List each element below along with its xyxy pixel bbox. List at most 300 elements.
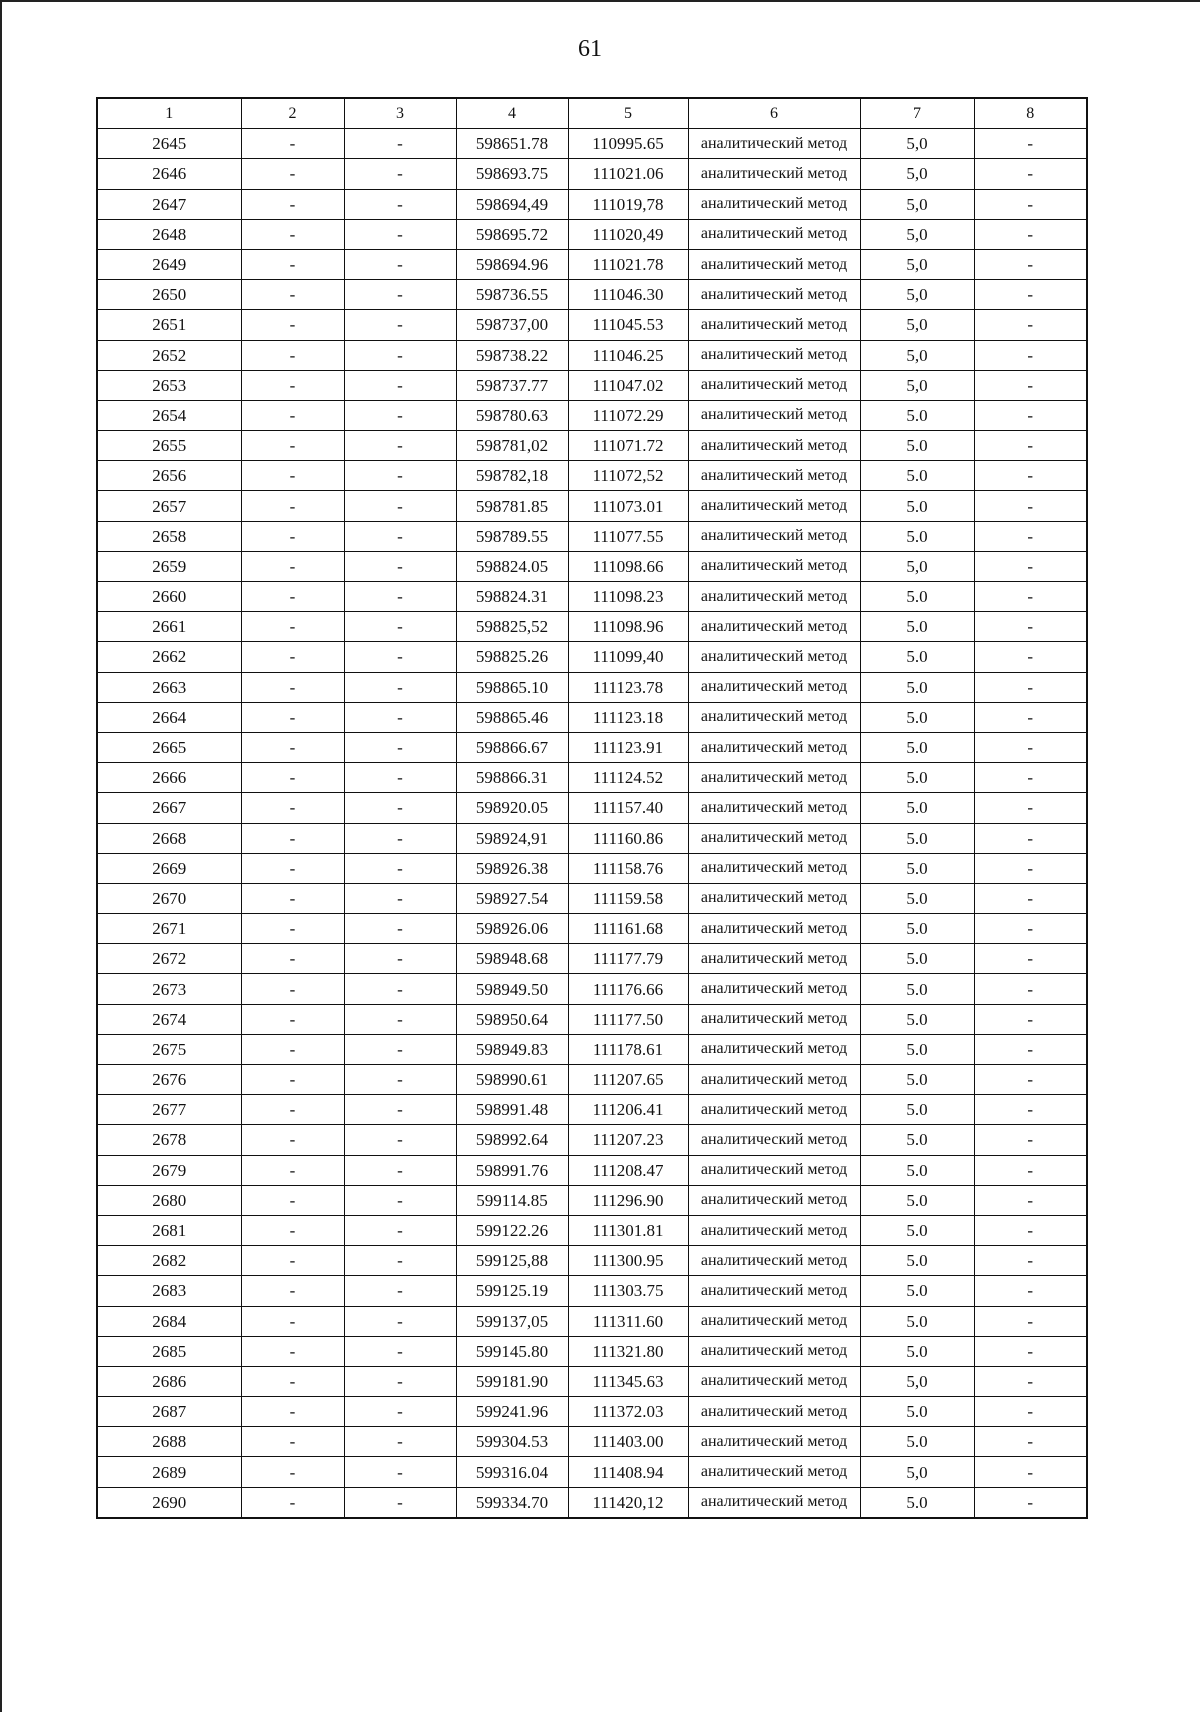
accuracy-cell: 5.0: [860, 1125, 974, 1155]
y-coordinate-cell: 111021.06: [568, 159, 688, 189]
method-cell: аналитический метод: [688, 883, 860, 913]
x-coordinate-cell: 599125.19: [456, 1276, 568, 1306]
table-row: [97, 612, 1087, 642]
col3-value-cell: -: [344, 582, 456, 612]
col8-value-cell: -: [974, 1065, 1087, 1095]
col8-value-cell: -: [974, 1155, 1087, 1185]
point-number-cell: 2673: [97, 974, 241, 1004]
accuracy-cell: 5,0: [860, 280, 974, 310]
y-coordinate-cell: 111300.95: [568, 1246, 688, 1276]
y-coordinate-cell: 111099,40: [568, 642, 688, 672]
table-row: [97, 249, 1087, 279]
method-cell: аналитический метод: [688, 642, 860, 672]
point-number-cell: 2661: [97, 612, 241, 642]
accuracy-cell: 5.0: [860, 1397, 974, 1427]
col3-value-cell: -: [344, 1427, 456, 1457]
accuracy-cell: 5.0: [860, 793, 974, 823]
x-coordinate-cell: 598694.96: [456, 249, 568, 279]
table-row: [97, 521, 1087, 551]
x-coordinate-cell: 598825,52: [456, 612, 568, 642]
col2-value-cell: -: [241, 1366, 344, 1396]
accuracy-cell: 5.0: [860, 1246, 974, 1276]
col8-value-cell: -: [974, 461, 1087, 491]
col3-value-cell: -: [344, 1366, 456, 1396]
method-cell: аналитический метод: [688, 551, 860, 581]
table-row: [97, 1427, 1087, 1457]
col2-value-cell: -: [241, 1155, 344, 1185]
col3-value-cell: -: [344, 914, 456, 944]
accuracy-cell: 5,0: [860, 310, 974, 340]
col8-value-cell: -: [974, 1004, 1087, 1034]
x-coordinate-cell: 598991.76: [456, 1155, 568, 1185]
col3-value-cell: -: [344, 642, 456, 672]
y-coordinate-cell: 111077.55: [568, 521, 688, 551]
accuracy-cell: 5.0: [860, 1427, 974, 1457]
accuracy-cell: 5,0: [860, 249, 974, 279]
col3-value-cell: -: [344, 1095, 456, 1125]
page-edge-left: [0, 0, 2, 1712]
table-row: [97, 672, 1087, 702]
col2-value-cell: -: [241, 159, 344, 189]
x-coordinate-cell: 598737.77: [456, 370, 568, 400]
col3-value-cell: -: [344, 1306, 456, 1336]
col2-value-cell: -: [241, 763, 344, 793]
col2-value-cell: -: [241, 732, 344, 762]
accuracy-cell: 5,0: [860, 189, 974, 219]
point-number-cell: 2680: [97, 1185, 241, 1215]
accuracy-cell: 5.0: [860, 582, 974, 612]
method-cell: аналитический метод: [688, 159, 860, 189]
y-coordinate-cell: 111123.91: [568, 732, 688, 762]
accuracy-cell: 5.0: [860, 763, 974, 793]
col8-value-cell: -: [974, 642, 1087, 672]
y-coordinate-cell: 111296.90: [568, 1185, 688, 1215]
table-row: [97, 310, 1087, 340]
method-cell: аналитический метод: [688, 612, 860, 642]
table-row: [97, 1155, 1087, 1185]
point-number-cell: 2651: [97, 310, 241, 340]
point-number-cell: 2665: [97, 732, 241, 762]
accuracy-cell: 5.0: [860, 1155, 974, 1185]
y-coordinate-cell: 111071.72: [568, 431, 688, 461]
x-coordinate-cell: 598865.10: [456, 672, 568, 702]
column-header-7: 7: [860, 98, 974, 129]
col3-value-cell: -: [344, 1457, 456, 1487]
method-cell: аналитический метод: [688, 1487, 860, 1518]
table-row: [97, 1397, 1087, 1427]
col8-value-cell: -: [974, 1336, 1087, 1366]
table-row: [97, 1125, 1087, 1155]
col8-value-cell: -: [974, 823, 1087, 853]
accuracy-cell: 5,0: [860, 370, 974, 400]
y-coordinate-cell: 111161.68: [568, 914, 688, 944]
y-coordinate-cell: 111020,49: [568, 219, 688, 249]
point-number-cell: 2660: [97, 582, 241, 612]
col3-value-cell: -: [344, 1004, 456, 1034]
method-cell: аналитический метод: [688, 914, 860, 944]
y-coordinate-cell: 111019,78: [568, 189, 688, 219]
accuracy-cell: 5.0: [860, 400, 974, 430]
point-number-cell: 2653: [97, 370, 241, 400]
accuracy-cell: 5.0: [860, 1185, 974, 1215]
y-coordinate-cell: 111047.02: [568, 370, 688, 400]
col2-value-cell: -: [241, 1457, 344, 1487]
col2-value-cell: -: [241, 370, 344, 400]
table-row: [97, 280, 1087, 310]
y-coordinate-cell: 111408.94: [568, 1457, 688, 1487]
point-number-cell: 2686: [97, 1366, 241, 1396]
point-number-cell: 2652: [97, 340, 241, 370]
table-row: [97, 1004, 1087, 1034]
col2-value-cell: -: [241, 582, 344, 612]
point-number-cell: 2684: [97, 1306, 241, 1336]
x-coordinate-cell: 598926.06: [456, 914, 568, 944]
col8-value-cell: -: [974, 551, 1087, 581]
col2-value-cell: -: [241, 249, 344, 279]
method-cell: аналитический метод: [688, 1004, 860, 1034]
x-coordinate-cell: 598992.64: [456, 1125, 568, 1155]
col2-value-cell: -: [241, 280, 344, 310]
col2-value-cell: -: [241, 974, 344, 1004]
y-coordinate-cell: 111311.60: [568, 1306, 688, 1336]
x-coordinate-cell: 598825.26: [456, 642, 568, 672]
x-coordinate-cell: 599125,88: [456, 1246, 568, 1276]
table-row: [97, 944, 1087, 974]
col2-value-cell: -: [241, 642, 344, 672]
point-number-cell: 2647: [97, 189, 241, 219]
col8-value-cell: -: [974, 370, 1087, 400]
col8-value-cell: -: [974, 1306, 1087, 1336]
x-coordinate-cell: 599241.96: [456, 1397, 568, 1427]
col3-value-cell: -: [344, 944, 456, 974]
col8-value-cell: -: [974, 431, 1087, 461]
point-number-cell: 2679: [97, 1155, 241, 1185]
table-row: [97, 1246, 1087, 1276]
method-cell: аналитический метод: [688, 280, 860, 310]
col2-value-cell: -: [241, 1125, 344, 1155]
point-number-cell: 2676: [97, 1065, 241, 1095]
col2-value-cell: -: [241, 1095, 344, 1125]
accuracy-cell: 5,0: [860, 129, 974, 159]
accuracy-cell: 5,0: [860, 1366, 974, 1396]
method-cell: аналитический метод: [688, 763, 860, 793]
x-coordinate-cell: 598651.78: [456, 129, 568, 159]
col2-value-cell: -: [241, 1065, 344, 1095]
x-coordinate-cell: 598789.55: [456, 521, 568, 551]
col3-value-cell: -: [344, 672, 456, 702]
col3-value-cell: -: [344, 491, 456, 521]
table-row: [97, 914, 1087, 944]
col8-value-cell: -: [974, 1125, 1087, 1155]
col8-value-cell: -: [974, 219, 1087, 249]
col2-value-cell: -: [241, 1336, 344, 1366]
table-row: [97, 1215, 1087, 1245]
accuracy-cell: 5.0: [860, 642, 974, 672]
col3-value-cell: -: [344, 793, 456, 823]
method-cell: аналитический метод: [688, 1427, 860, 1457]
table-body: [97, 129, 1087, 1518]
method-cell: аналитический метод: [688, 219, 860, 249]
x-coordinate-cell: 599114.85: [456, 1185, 568, 1215]
accuracy-cell: 5.0: [860, 521, 974, 551]
method-cell: аналитический метод: [688, 732, 860, 762]
x-coordinate-cell: 598738.22: [456, 340, 568, 370]
col8-value-cell: -: [974, 280, 1087, 310]
accuracy-cell: 5.0: [860, 461, 974, 491]
col2-value-cell: -: [241, 1487, 344, 1518]
accuracy-cell: 5.0: [860, 944, 974, 974]
col3-value-cell: -: [344, 1276, 456, 1306]
point-number-cell: 2668: [97, 823, 241, 853]
point-number-cell: 2666: [97, 763, 241, 793]
x-coordinate-cell: 598736.55: [456, 280, 568, 310]
method-cell: аналитический метод: [688, 1336, 860, 1366]
method-cell: аналитический метод: [688, 672, 860, 702]
y-coordinate-cell: 111403.00: [568, 1427, 688, 1457]
x-coordinate-cell: 598949.83: [456, 1034, 568, 1064]
table-row: [97, 1457, 1087, 1487]
col2-value-cell: -: [241, 1246, 344, 1276]
coordinates-table: [96, 97, 1088, 1519]
col8-value-cell: -: [974, 914, 1087, 944]
x-coordinate-cell: 599181.90: [456, 1366, 568, 1396]
accuracy-cell: 5.0: [860, 1336, 974, 1366]
method-cell: аналитический метод: [688, 129, 860, 159]
accuracy-cell: 5.0: [860, 883, 974, 913]
col3-value-cell: -: [344, 400, 456, 430]
method-cell: аналитический метод: [688, 1457, 860, 1487]
col8-value-cell: -: [974, 672, 1087, 702]
table-row: [97, 1034, 1087, 1064]
col3-value-cell: -: [344, 1155, 456, 1185]
method-cell: аналитический метод: [688, 944, 860, 974]
x-coordinate-cell: 599137,05: [456, 1306, 568, 1336]
col2-value-cell: -: [241, 823, 344, 853]
y-coordinate-cell: 111177.50: [568, 1004, 688, 1034]
col8-value-cell: -: [974, 1457, 1087, 1487]
col8-value-cell: -: [974, 159, 1087, 189]
x-coordinate-cell: 598927.54: [456, 883, 568, 913]
col2-value-cell: -: [241, 461, 344, 491]
point-number-cell: 2659: [97, 551, 241, 581]
table-row: [97, 551, 1087, 581]
accuracy-cell: 5.0: [860, 823, 974, 853]
col3-value-cell: -: [344, 1246, 456, 1276]
method-cell: аналитический метод: [688, 1276, 860, 1306]
col3-value-cell: -: [344, 129, 456, 159]
col2-value-cell: -: [241, 1276, 344, 1306]
point-number-cell: 2671: [97, 914, 241, 944]
x-coordinate-cell: 598781,02: [456, 431, 568, 461]
table-row: [97, 1336, 1087, 1366]
accuracy-cell: 5.0: [860, 702, 974, 732]
col8-value-cell: -: [974, 129, 1087, 159]
y-coordinate-cell: 111176.66: [568, 974, 688, 1004]
point-number-cell: 2683: [97, 1276, 241, 1306]
x-coordinate-cell: 599316.04: [456, 1457, 568, 1487]
column-header-3: 3: [344, 98, 456, 129]
point-number-cell: 2657: [97, 491, 241, 521]
col8-value-cell: -: [974, 974, 1087, 1004]
y-coordinate-cell: 111157.40: [568, 793, 688, 823]
col3-value-cell: -: [344, 1034, 456, 1064]
col8-value-cell: -: [974, 1185, 1087, 1215]
method-cell: аналитический метод: [688, 823, 860, 853]
x-coordinate-cell: 598824.31: [456, 582, 568, 612]
col8-value-cell: -: [974, 582, 1087, 612]
col8-value-cell: -: [974, 1246, 1087, 1276]
col3-value-cell: -: [344, 974, 456, 1004]
col8-value-cell: -: [974, 883, 1087, 913]
accuracy-cell: 5.0: [860, 1215, 974, 1245]
col2-value-cell: -: [241, 1185, 344, 1215]
col2-value-cell: -: [241, 702, 344, 732]
table-row: [97, 974, 1087, 1004]
col8-value-cell: -: [974, 1095, 1087, 1125]
col3-value-cell: -: [344, 189, 456, 219]
col2-value-cell: -: [241, 793, 344, 823]
method-cell: аналитический метод: [688, 793, 860, 823]
table-row: [97, 1487, 1087, 1518]
y-coordinate-cell: 111208.47: [568, 1155, 688, 1185]
method-cell: аналитический метод: [688, 340, 860, 370]
x-coordinate-cell: 599122.26: [456, 1215, 568, 1245]
col3-value-cell: -: [344, 1125, 456, 1155]
col8-value-cell: -: [974, 853, 1087, 883]
method-cell: аналитический метод: [688, 853, 860, 883]
x-coordinate-cell: 598920.05: [456, 793, 568, 823]
y-coordinate-cell: 111207.23: [568, 1125, 688, 1155]
col2-value-cell: -: [241, 400, 344, 430]
method-cell: аналитический метод: [688, 1155, 860, 1185]
table-row: [97, 853, 1087, 883]
col8-value-cell: -: [974, 1034, 1087, 1064]
y-coordinate-cell: 111098.23: [568, 582, 688, 612]
table-row: [97, 1065, 1087, 1095]
point-number-cell: 2649: [97, 249, 241, 279]
col3-value-cell: -: [344, 551, 456, 581]
x-coordinate-cell: 598782,18: [456, 461, 568, 491]
y-coordinate-cell: 111072,52: [568, 461, 688, 491]
accuracy-cell: 5,0: [860, 340, 974, 370]
accuracy-cell: 5.0: [860, 1487, 974, 1518]
accuracy-cell: 5.0: [860, 1004, 974, 1034]
y-coordinate-cell: 111045.53: [568, 310, 688, 340]
accuracy-cell: 5,0: [860, 1457, 974, 1487]
col2-value-cell: -: [241, 1215, 344, 1245]
accuracy-cell: 5.0: [860, 974, 974, 1004]
col2-value-cell: -: [241, 310, 344, 340]
point-number-cell: 2645: [97, 129, 241, 159]
col3-value-cell: -: [344, 1065, 456, 1095]
method-cell: аналитический метод: [688, 400, 860, 430]
accuracy-cell: 5.0: [860, 732, 974, 762]
method-cell: аналитический метод: [688, 370, 860, 400]
table-row: [97, 1276, 1087, 1306]
x-coordinate-cell: 598824.05: [456, 551, 568, 581]
point-number-cell: 2656: [97, 461, 241, 491]
accuracy-cell: 5,0: [860, 159, 974, 189]
col2-value-cell: -: [241, 853, 344, 883]
col3-value-cell: -: [344, 159, 456, 189]
x-coordinate-cell: 598866.31: [456, 763, 568, 793]
x-coordinate-cell: 598926.38: [456, 853, 568, 883]
col8-value-cell: -: [974, 612, 1087, 642]
y-coordinate-cell: 111046.30: [568, 280, 688, 310]
method-cell: аналитический метод: [688, 1306, 860, 1336]
y-coordinate-cell: 111073.01: [568, 491, 688, 521]
y-coordinate-cell: 111046.25: [568, 340, 688, 370]
col8-value-cell: -: [974, 249, 1087, 279]
x-coordinate-cell: 598990.61: [456, 1065, 568, 1095]
method-cell: аналитический метод: [688, 1185, 860, 1215]
col3-value-cell: -: [344, 1336, 456, 1366]
method-cell: аналитический метод: [688, 249, 860, 279]
point-number-cell: 2655: [97, 431, 241, 461]
col8-value-cell: -: [974, 340, 1087, 370]
point-number-cell: 2646: [97, 159, 241, 189]
y-coordinate-cell: 111021.78: [568, 249, 688, 279]
method-cell: аналитический метод: [688, 702, 860, 732]
col2-value-cell: -: [241, 1034, 344, 1064]
x-coordinate-cell: 598695.72: [456, 219, 568, 249]
table-row: [97, 400, 1087, 430]
accuracy-cell: 5,0: [860, 219, 974, 249]
col2-value-cell: -: [241, 914, 344, 944]
y-coordinate-cell: 111098.96: [568, 612, 688, 642]
x-coordinate-cell: 599304.53: [456, 1427, 568, 1457]
col3-value-cell: -: [344, 280, 456, 310]
y-coordinate-cell: 111207.65: [568, 1065, 688, 1095]
x-coordinate-cell: 598693.75: [456, 159, 568, 189]
point-number-cell: 2669: [97, 853, 241, 883]
x-coordinate-cell: 598950.64: [456, 1004, 568, 1034]
x-coordinate-cell: 598948.68: [456, 944, 568, 974]
y-coordinate-cell: 111178.61: [568, 1034, 688, 1064]
table-header-row: [97, 98, 1087, 129]
col2-value-cell: -: [241, 431, 344, 461]
point-number-cell: 2685: [97, 1336, 241, 1366]
column-header-2: 2: [241, 98, 344, 129]
page-number: 61: [578, 36, 602, 62]
y-coordinate-cell: 111420,12: [568, 1487, 688, 1518]
col3-value-cell: -: [344, 370, 456, 400]
page-edge-top: [0, 0, 1200, 2]
col8-value-cell: -: [974, 732, 1087, 762]
table-row: [97, 431, 1087, 461]
col2-value-cell: -: [241, 219, 344, 249]
x-coordinate-cell: 598780.63: [456, 400, 568, 430]
accuracy-cell: 5.0: [860, 431, 974, 461]
x-coordinate-cell: 598924,91: [456, 823, 568, 853]
col3-value-cell: -: [344, 1185, 456, 1215]
column-header-4: 4: [456, 98, 568, 129]
y-coordinate-cell: 111372.03: [568, 1397, 688, 1427]
method-cell: аналитический метод: [688, 1095, 860, 1125]
method-cell: аналитический метод: [688, 461, 860, 491]
method-cell: аналитический метод: [688, 521, 860, 551]
y-coordinate-cell: 111345.63: [568, 1366, 688, 1396]
col2-value-cell: -: [241, 340, 344, 370]
col8-value-cell: -: [974, 521, 1087, 551]
col3-value-cell: -: [344, 853, 456, 883]
y-coordinate-cell: 111303.75: [568, 1276, 688, 1306]
method-cell: аналитический метод: [688, 1034, 860, 1064]
col8-value-cell: -: [974, 1366, 1087, 1396]
table-row: [97, 582, 1087, 612]
y-coordinate-cell: 111158.76: [568, 853, 688, 883]
col2-value-cell: -: [241, 672, 344, 702]
